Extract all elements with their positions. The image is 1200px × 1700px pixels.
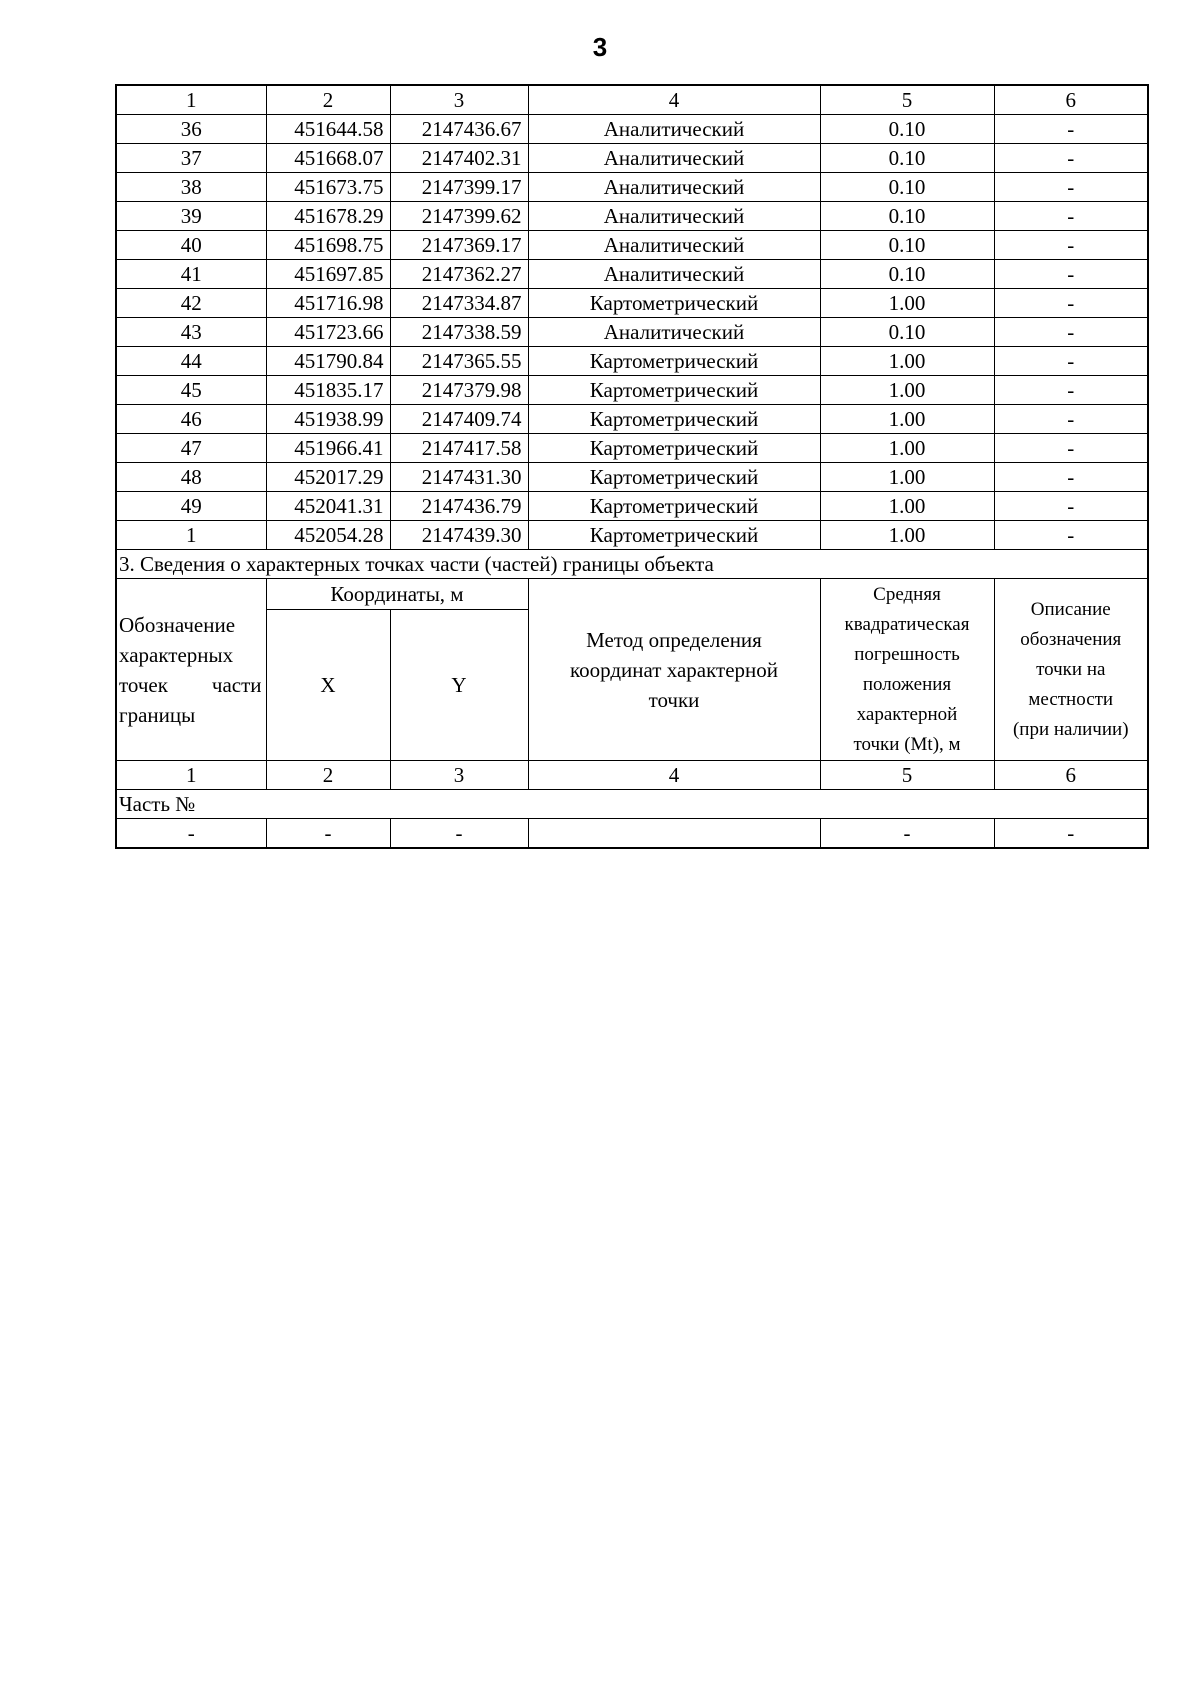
cell-y: 2147362.27 bbox=[390, 260, 528, 289]
cell-point: 48 bbox=[116, 463, 266, 492]
cell-y: 2147399.62 bbox=[390, 202, 528, 231]
cell-mt: 1.00 bbox=[820, 521, 994, 550]
cell-description: - bbox=[994, 173, 1148, 202]
cell-point: 46 bbox=[116, 405, 266, 434]
cell-y: 2147402.31 bbox=[390, 144, 528, 173]
column-number: 4 bbox=[528, 761, 820, 790]
cell-y: 2147369.17 bbox=[390, 231, 528, 260]
table-row bbox=[116, 260, 1148, 289]
cell-description: - bbox=[994, 260, 1148, 289]
cell-point: 40 bbox=[116, 231, 266, 260]
header-line: обозначения bbox=[1020, 628, 1122, 650]
table-row bbox=[116, 115, 1148, 144]
table-row bbox=[116, 202, 1148, 231]
data-rows bbox=[116, 115, 1148, 550]
table-row bbox=[116, 434, 1148, 463]
cell-point: 49 bbox=[116, 492, 266, 521]
cell-description: - bbox=[994, 347, 1148, 376]
cell-x: 451673.75 bbox=[266, 173, 390, 202]
cell-description: - bbox=[994, 819, 1148, 849]
column-number: 4 bbox=[528, 85, 820, 115]
column-number: 2 bbox=[266, 85, 390, 115]
cell-x: 451716.98 bbox=[266, 289, 390, 318]
cell-mt: 0.10 bbox=[820, 202, 994, 231]
cell-y: 2147436.67 bbox=[390, 115, 528, 144]
cell-point: 39 bbox=[116, 202, 266, 231]
cell-mt: 1.00 bbox=[820, 492, 994, 521]
cell-y: 2147431.30 bbox=[390, 463, 528, 492]
cell-mt: - bbox=[820, 819, 994, 849]
page-number: 3 bbox=[592, 32, 608, 62]
cell-mt: 0.10 bbox=[820, 144, 994, 173]
cell-description: - bbox=[994, 289, 1148, 318]
section-3-title-row bbox=[116, 550, 1148, 579]
header-line: Метод определения bbox=[586, 627, 762, 652]
cell-point: 45 bbox=[116, 376, 266, 405]
cell-x: 452054.28 bbox=[266, 521, 390, 550]
cell-x: 451668.07 bbox=[266, 144, 390, 173]
cell-point: 43 bbox=[116, 318, 266, 347]
header-line: точек части bbox=[119, 672, 262, 697]
cell-description: - bbox=[994, 144, 1148, 173]
cell-mt: 0.10 bbox=[820, 318, 994, 347]
column-number: 5 bbox=[820, 761, 994, 790]
table-row bbox=[116, 347, 1148, 376]
cell-mt: 1.00 bbox=[820, 463, 994, 492]
header-line: (при наличии) bbox=[1012, 718, 1129, 740]
cell-mt: 1.00 bbox=[820, 434, 994, 463]
part-label: Часть № bbox=[116, 790, 1148, 819]
cell-method: Картометрический bbox=[528, 521, 820, 550]
coordinates-table bbox=[115, 84, 1149, 849]
cell-method: Картометрический bbox=[528, 492, 820, 521]
table-row bbox=[116, 492, 1148, 521]
cell-x: 452017.29 bbox=[266, 463, 390, 492]
table-row bbox=[116, 521, 1148, 550]
cell-mt: 0.10 bbox=[820, 260, 994, 289]
header-line: характерной bbox=[856, 703, 958, 725]
cell-x: 451966.41 bbox=[266, 434, 390, 463]
empty-part-row bbox=[116, 819, 1148, 849]
column-number: 1 bbox=[116, 85, 266, 115]
cell-y: 2147436.79 bbox=[390, 492, 528, 521]
column-number: 3 bbox=[390, 85, 528, 115]
cell-point: 1 bbox=[116, 521, 266, 550]
header-line: положения bbox=[862, 673, 952, 695]
cell-mt: 1.00 bbox=[820, 289, 994, 318]
cell-point: 38 bbox=[116, 173, 266, 202]
cell-mt: 1.00 bbox=[820, 347, 994, 376]
table-row bbox=[116, 173, 1148, 202]
header-line: Средняя bbox=[873, 583, 941, 605]
header-line: координат характерной bbox=[570, 657, 778, 682]
cell-method: Картометрический bbox=[528, 289, 820, 318]
cell-y: 2147439.30 bbox=[390, 521, 528, 550]
cell-description: - bbox=[994, 434, 1148, 463]
header-line: характерных bbox=[119, 642, 234, 667]
section-3-header-row-1 bbox=[116, 579, 1148, 610]
cell-description: - bbox=[994, 492, 1148, 521]
column-number: 6 bbox=[994, 85, 1148, 115]
cell-point: 37 bbox=[116, 144, 266, 173]
coordinates-table-body bbox=[116, 85, 1148, 115]
cell-x: 451835.17 bbox=[266, 376, 390, 405]
header-line: точки (Mt), м bbox=[853, 733, 961, 755]
header-description bbox=[994, 579, 1148, 761]
cell-description: - bbox=[994, 115, 1148, 144]
table-row bbox=[116, 376, 1148, 405]
cell-method: Картометрический bbox=[528, 463, 820, 492]
cell-mt: 0.10 bbox=[820, 231, 994, 260]
section-title: 3. Сведения о характерных точках части (частей) границы объекта bbox=[116, 550, 1148, 579]
cell-description: - bbox=[994, 463, 1148, 492]
cell-x: 451723.66 bbox=[266, 318, 390, 347]
cell-description: - bbox=[994, 521, 1148, 550]
header-line: точки на bbox=[1036, 658, 1106, 680]
cell-method: Аналитический bbox=[528, 173, 820, 202]
table-row bbox=[116, 405, 1148, 434]
column-number: 6 bbox=[994, 761, 1148, 790]
column-number: 1 bbox=[116, 761, 266, 790]
cell-description: - bbox=[994, 202, 1148, 231]
header-x: X bbox=[266, 610, 390, 761]
cell-x: 452041.31 bbox=[266, 492, 390, 521]
cell-x: 451644.58 bbox=[266, 115, 390, 144]
cell-method: Аналитический bbox=[528, 115, 820, 144]
cell-method: Аналитический bbox=[528, 260, 820, 289]
cell-description: - bbox=[994, 318, 1148, 347]
cell-point: 41 bbox=[116, 260, 266, 289]
cell-method bbox=[528, 819, 820, 849]
table-row bbox=[116, 144, 1148, 173]
cell-mt: 1.00 bbox=[820, 405, 994, 434]
cell-x: 451698.75 bbox=[266, 231, 390, 260]
cell-method: Картометрический bbox=[528, 347, 820, 376]
header-y: Y bbox=[390, 610, 528, 761]
cell-y: 2147417.58 bbox=[390, 434, 528, 463]
header-line: точки bbox=[648, 687, 700, 712]
cell-method: Картометрический bbox=[528, 434, 820, 463]
header-point-designation bbox=[116, 579, 266, 761]
cell-y: 2147338.59 bbox=[390, 318, 528, 347]
cell-x: 451697.85 bbox=[266, 260, 390, 289]
cell-method: Аналитический bbox=[528, 202, 820, 231]
header-line: Описание bbox=[1030, 598, 1111, 620]
column-number-row bbox=[116, 85, 1148, 115]
cell-method: Картометрический bbox=[528, 405, 820, 434]
header-coordinates: Координаты, м bbox=[266, 579, 528, 610]
cell-mt: 1.00 bbox=[820, 376, 994, 405]
column-number: 3 bbox=[390, 761, 528, 790]
cell-y: 2147365.55 bbox=[390, 347, 528, 376]
section-3-column-number-row bbox=[116, 761, 1148, 790]
cell-point: 44 bbox=[116, 347, 266, 376]
cell-method: Аналитический bbox=[528, 144, 820, 173]
cell-x: - bbox=[266, 819, 390, 849]
cell-y: 2147409.74 bbox=[390, 405, 528, 434]
cell-point: 42 bbox=[116, 289, 266, 318]
cell-point: 47 bbox=[116, 434, 266, 463]
column-number: 5 bbox=[820, 85, 994, 115]
cell-y: - bbox=[390, 819, 528, 849]
table-row bbox=[116, 318, 1148, 347]
header-line: погрешность bbox=[854, 643, 960, 665]
cell-point: - bbox=[116, 819, 266, 849]
cell-y: 2147399.17 bbox=[390, 173, 528, 202]
header-method bbox=[528, 579, 820, 761]
cell-method: Аналитический bbox=[528, 318, 820, 347]
table-row bbox=[116, 463, 1148, 492]
section-3 bbox=[116, 550, 1148, 849]
cell-mt: 0.10 bbox=[820, 115, 994, 144]
table-row bbox=[116, 289, 1148, 318]
cell-y: 2147334.87 bbox=[390, 289, 528, 318]
cell-description: - bbox=[994, 405, 1148, 434]
header-line: местности bbox=[1028, 688, 1114, 710]
column-number: 2 bbox=[266, 761, 390, 790]
header-line: квадратическая bbox=[844, 613, 970, 635]
header-mean-square-error bbox=[820, 579, 994, 761]
table-row bbox=[116, 231, 1148, 260]
cell-x: 451938.99 bbox=[266, 405, 390, 434]
cell-x: 451790.84 bbox=[266, 347, 390, 376]
cell-method: Аналитический bbox=[528, 231, 820, 260]
cell-x: 451678.29 bbox=[266, 202, 390, 231]
cell-point: 36 bbox=[116, 115, 266, 144]
header-line: границы bbox=[119, 702, 196, 727]
cell-method: Картометрический bbox=[528, 376, 820, 405]
header-line: Обозначение bbox=[119, 612, 236, 637]
part-label-row bbox=[116, 790, 1148, 819]
cell-y: 2147379.98 bbox=[390, 376, 528, 405]
cell-description: - bbox=[994, 231, 1148, 260]
cell-description: - bbox=[994, 376, 1148, 405]
cell-mt: 0.10 bbox=[820, 173, 994, 202]
